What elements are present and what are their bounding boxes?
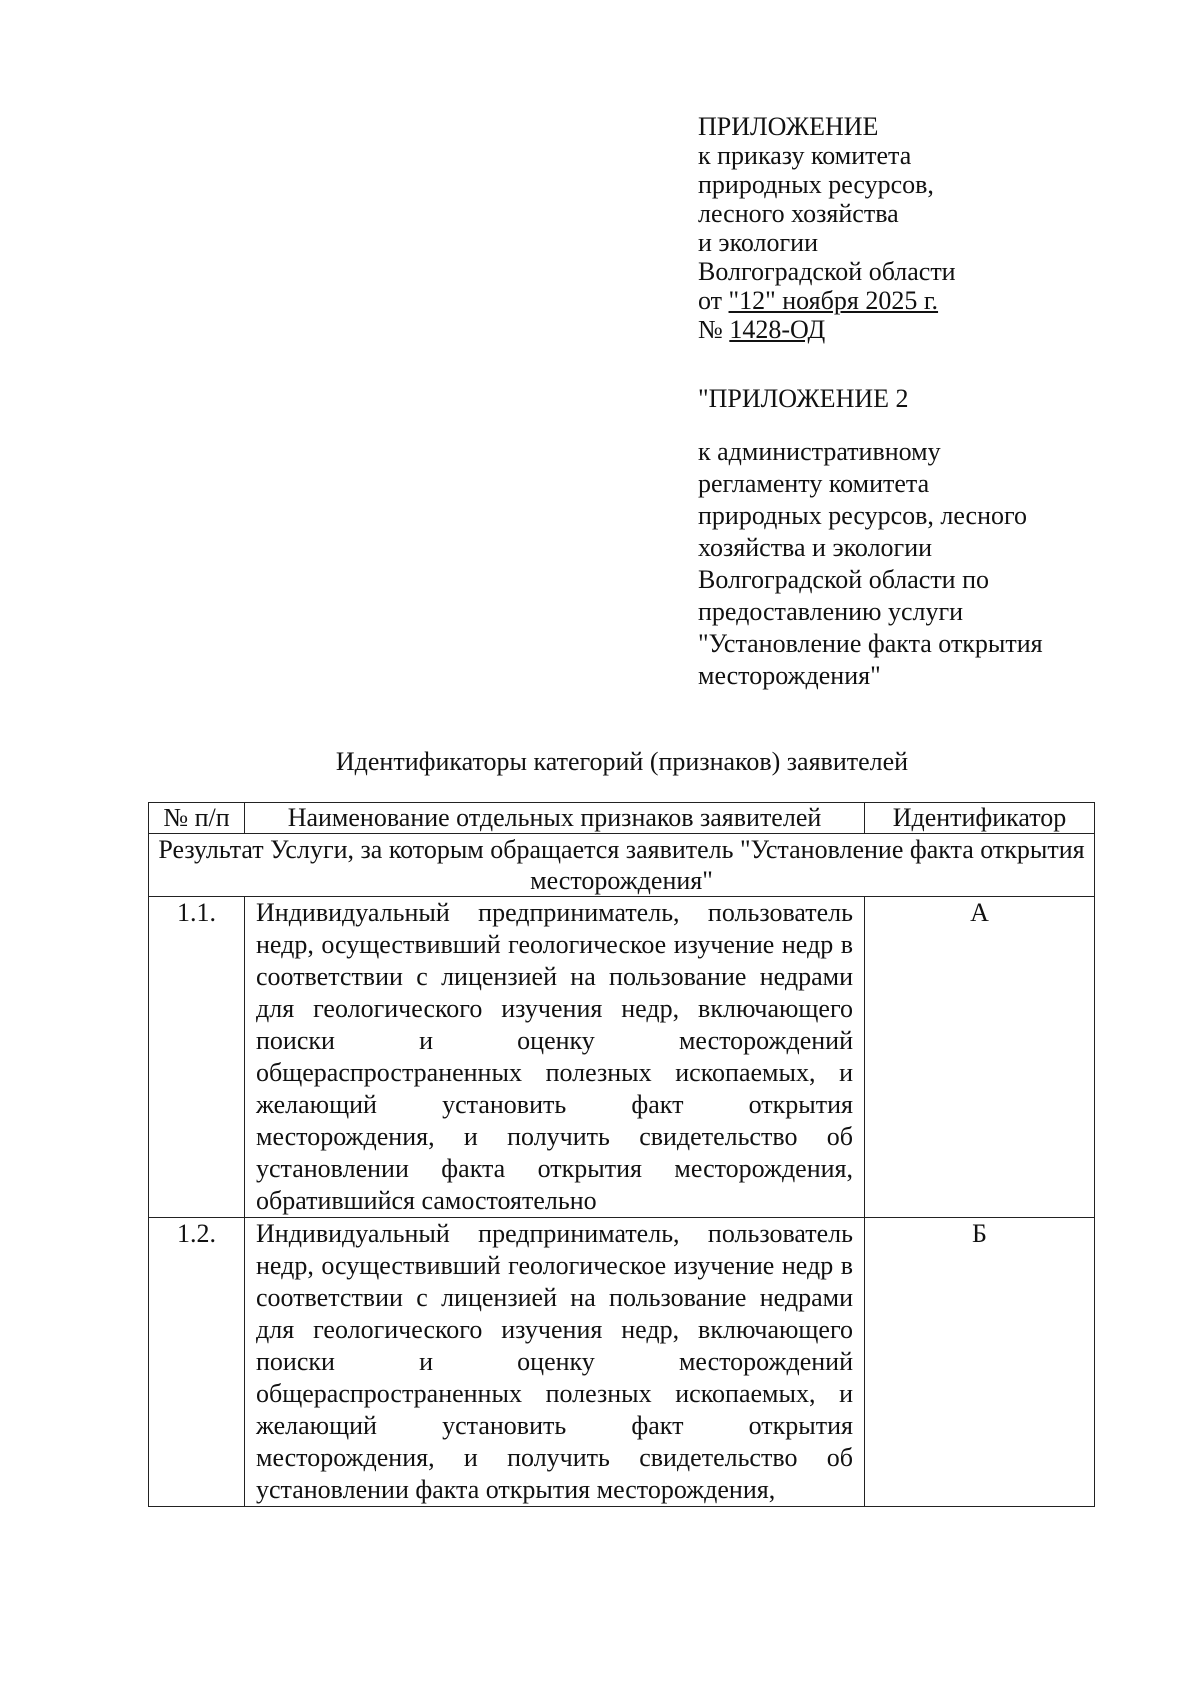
regulation-line: к административному	[698, 437, 941, 466]
regulation-line: регламенту комитета	[698, 469, 930, 498]
annex-number-value: 1428-ОД	[729, 315, 826, 344]
regulation-line: хозяйства и экологии	[698, 533, 933, 562]
table-row	[149, 1218, 1095, 1507]
header-name: Наименование отдельных признаков заявителей	[245, 803, 865, 834]
table-title: Идентификаторы категорий (признаков) заявителей	[335, 747, 909, 776]
annex-line-5: Волгоградской области	[698, 257, 956, 286]
regulation-block	[698, 436, 1098, 692]
row-number: 1.2.	[149, 1218, 245, 1507]
row-identifier: А	[865, 897, 1095, 1218]
annex-line-1: к приказу комитета	[698, 141, 912, 170]
annex-date-prefix: от	[698, 286, 729, 315]
annex-line-4: и экологии	[698, 228, 819, 257]
regulation-line: Волгоградской области по	[698, 565, 990, 594]
result-row-text: Результат Услуги, за которым обращается заявитель "Установление факта открытия месторождения"	[149, 834, 1095, 897]
row-description: Индивидуальный предприниматель, пользователь недр, осуществивший геологическое изучение недр в соответствии с лицензией на пользование недрами для геологического изучения недр, включающего поиски и оценку месторождений общераспространенных полезных ископаемых, и желающий установить факт открытия месторождения, и получить свидетельство об установлении факта открытия месторождения,	[245, 1218, 865, 1507]
applicant-identifiers-table	[148, 802, 1095, 1507]
result-row	[149, 834, 1095, 897]
table-row	[149, 897, 1095, 1218]
annex-number	[698, 315, 956, 344]
annex-line-2: природных ресурсов,	[698, 170, 934, 199]
annex-line-3: лесного хозяйства	[698, 199, 899, 228]
row-description: Индивидуальный предприниматель, пользователь недр, осуществивший геологическое изучение недр в соответствии с лицензией на пользование недрами для геологического изучения недр, включающего поиски и оценку месторождений общераспространенных полезных ископаемых, и желающий установить факт открытия месторождения, и получить свидетельство об установлении факта открытия месторождения, обратившийся самостоятельно	[245, 897, 865, 1218]
annex-block	[698, 112, 956, 344]
annex-date-value: "12" ноября 2025 г.	[728, 286, 939, 315]
row-number: 1.1.	[149, 897, 245, 1218]
regulation-line: "Установление факта открытия	[698, 629, 1043, 658]
annex-title: ПРИЛОЖЕНИЕ	[698, 112, 879, 141]
row-identifier: Б	[865, 1218, 1095, 1507]
header-number: № п/п	[149, 803, 245, 834]
header-identifier: Идентификатор	[865, 803, 1095, 834]
regulation-line: предоставлению услуги	[698, 597, 964, 626]
annex-date	[698, 286, 956, 315]
table-header-row	[149, 803, 1095, 834]
regulation-line: месторождения"	[698, 661, 881, 690]
annex-number-prefix: №	[698, 315, 730, 344]
annex2-title: "ПРИЛОЖЕНИЕ 2	[698, 384, 909, 413]
regulation-line: природных ресурсов, лесного	[698, 501, 1028, 530]
